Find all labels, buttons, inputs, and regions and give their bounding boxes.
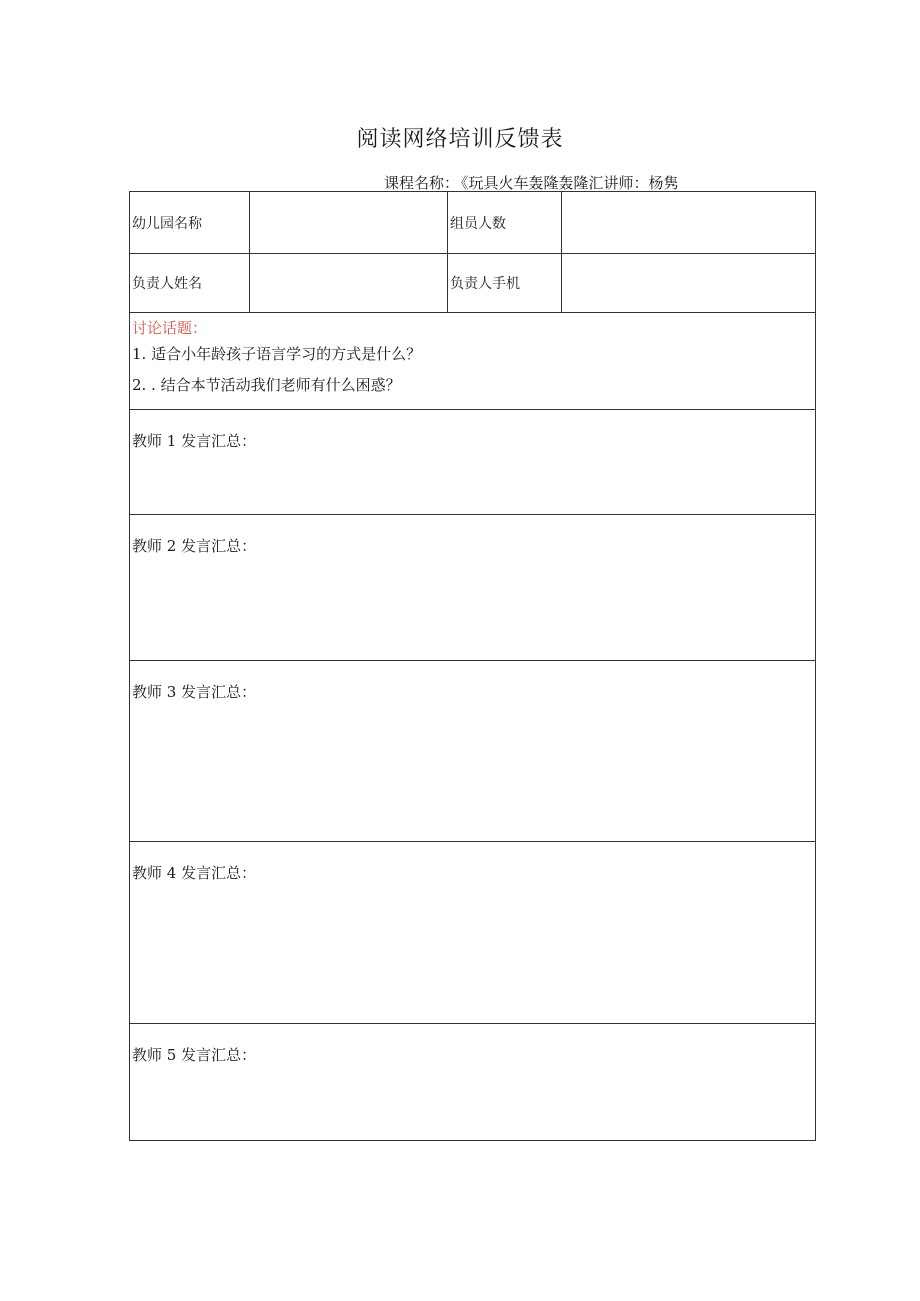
teacher-1-summary[interactable]: [130, 410, 815, 515]
topic-item: 1. 适合小年龄孩子语言学习的方式是什么？: [132, 345, 422, 363]
member-count-field[interactable]: [562, 192, 815, 253]
kindergarten-name-field[interactable]: [250, 192, 448, 253]
feedback-form-table: [129, 191, 816, 1141]
teacher-3-summary[interactable]: [130, 661, 815, 842]
teacher-4-summary[interactable]: [130, 842, 815, 1024]
teacher-1-label: 教师 1 发言汇总：: [132, 432, 257, 450]
form-row-kindergarten: [130, 192, 815, 254]
teacher-4-label: 教师 4 发言汇总：: [132, 864, 257, 882]
document-title: 阅读网络培训反馈表: [356, 127, 564, 152]
teacher-5-label: 教师 5 发言汇总：: [132, 1046, 257, 1064]
course-line: [384, 172, 681, 193]
kindergarten-name-label: 幼儿园名称: [130, 192, 250, 253]
course-value: 《玩具火车轰隆轰隆汇讲师：杨隽: [461, 174, 679, 192]
leader-name-field[interactable]: [250, 254, 448, 312]
leader-phone-label: 负责人手机: [448, 254, 562, 312]
member-count-label: 组员人数: [448, 192, 562, 253]
topic-item: 2. . 结合本节活动我们老师有什么困惑？: [132, 376, 401, 394]
topics-heading: 讨论话题：: [132, 319, 208, 337]
teacher-5-summary[interactable]: [130, 1024, 815, 1140]
teacher-2-summary[interactable]: [130, 515, 815, 661]
form-row-leader: [130, 254, 815, 313]
course-label: 课程名称：: [384, 174, 460, 192]
leader-phone-field[interactable]: [562, 254, 815, 312]
discussion-topics: [130, 313, 815, 410]
teacher-3-label: 教师 3 发言汇总：: [132, 683, 257, 701]
teacher-2-label: 教师 2 发言汇总：: [132, 537, 257, 555]
leader-name-label: 负责人姓名: [130, 254, 250, 312]
